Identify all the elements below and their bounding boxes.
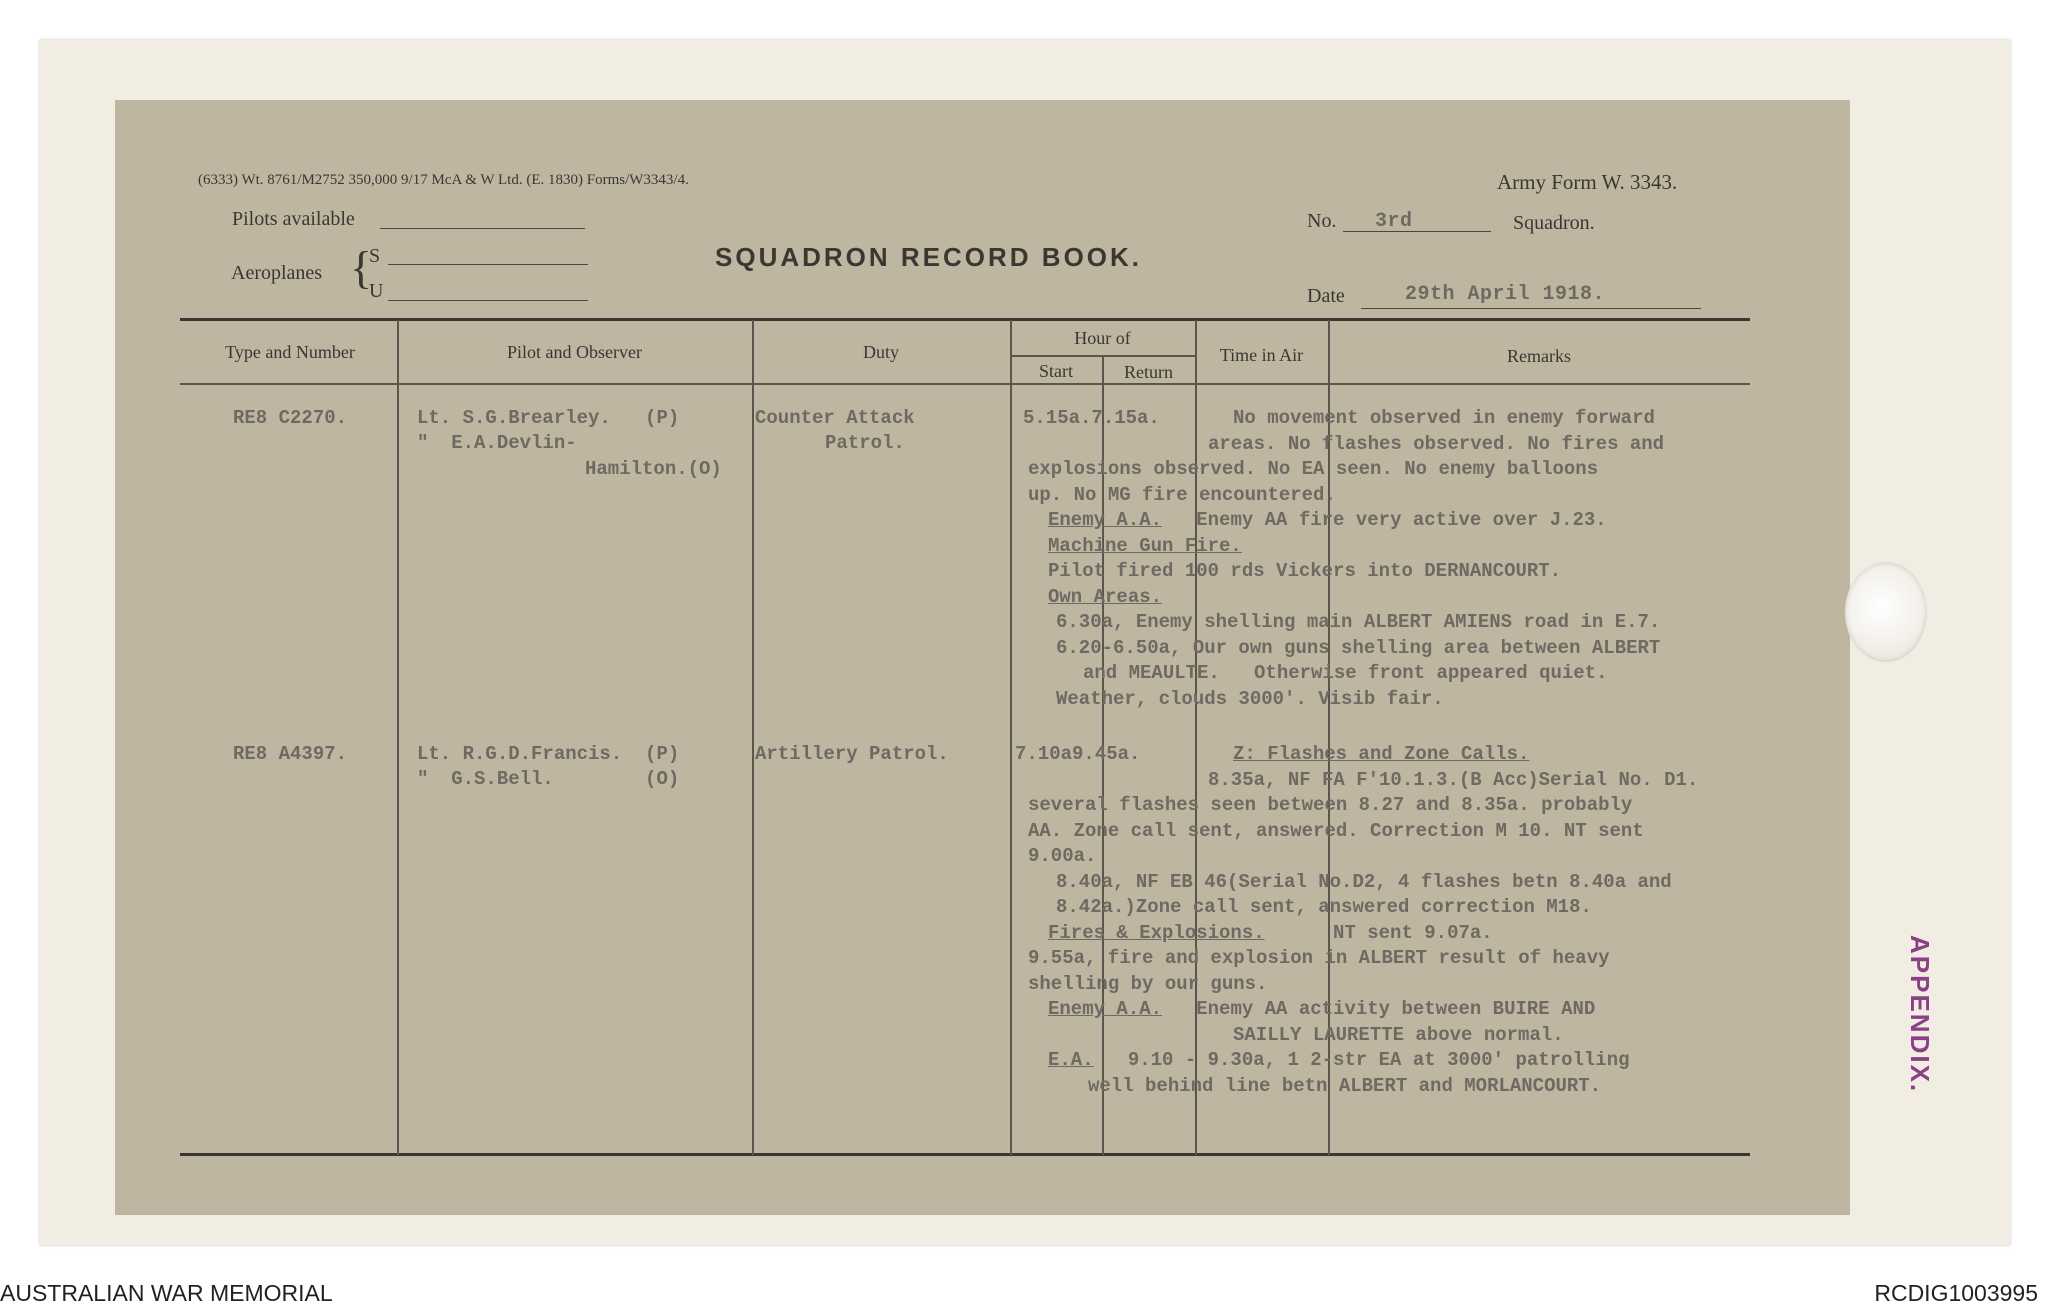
remark-suffix: NT sent 9.07a.	[1264, 921, 1493, 944]
squadron-no-label: No.	[1307, 210, 1337, 232]
entry2-duty-line1: Artillery Patrol.	[755, 743, 949, 765]
header-remarks: Remarks	[1507, 346, 1571, 366]
remark-line	[1028, 457, 1598, 483]
remark-text: SAILLY LAURETTE above normal.	[1233, 1023, 1564, 1046]
remark-suffix: Enemy AA fire very active over J.23.	[1162, 509, 1607, 531]
remark-line	[1028, 819, 1644, 845]
aeroplanes-s-line	[388, 264, 588, 265]
remark-text: Weather, clouds 3000'. Visib fair.	[1056, 687, 1444, 710]
remark-text: 9.55a, fire and explosion in ALBERT result of heavy	[1028, 947, 1610, 969]
remark-text: up. No MG fire encountered.	[1028, 483, 1336, 506]
header-return: Return	[1124, 362, 1173, 382]
remark-line	[1048, 921, 1493, 947]
remark-text: areas. No flashes observed. No fires and	[1208, 432, 1665, 455]
entry1-pilot-line2: " E.A.Devlin-	[417, 432, 577, 454]
entry2-start-return: 7.10a9.45a.	[1015, 743, 1141, 765]
header-start: Start	[1039, 361, 1073, 381]
remark-line	[1056, 636, 1660, 662]
remark-line	[1056, 610, 1660, 636]
header-type-number: Type and Number	[225, 342, 355, 362]
remark-line	[1028, 972, 1267, 998]
squadron-line	[1343, 231, 1491, 232]
table-bottom-rule	[180, 1153, 1750, 1156]
remark-line	[1048, 585, 1162, 611]
header-pilot-observer: Pilot and Observer	[507, 342, 642, 362]
remark-line	[1208, 768, 1698, 794]
remark-text: Enemy A.A.	[1048, 509, 1163, 531]
squadron-number: 3rd	[1375, 210, 1413, 233]
remark-text: Own Areas.	[1048, 585, 1163, 608]
header-time-in-air: Time in Air	[1219, 345, 1304, 365]
entry1-duty-line2: Patrol.	[825, 432, 905, 454]
remark-text: shelling by our guns.	[1028, 972, 1268, 995]
remark-line	[1048, 534, 1242, 560]
remark-line	[1233, 742, 1529, 768]
remark-suffix: 9.10 - 9.30a, 1 2-str EA at 3000' patrolling	[1093, 1049, 1630, 1071]
aeroplanes-brace: {	[350, 242, 373, 293]
aeroplanes-u-line	[388, 300, 588, 301]
remark-suffix: Enemy AA activity between BUIRE AND	[1162, 998, 1596, 1020]
remark-text: 6.20-6.50a, Our own guns shelling area between ALBERT	[1056, 636, 1661, 659]
col-divider-1	[397, 320, 399, 1155]
print-code: (6333) Wt. 8761/M2752 350,000 9/17 McA & W Ltd. (E. 1830) Forms/W3343/4.	[198, 172, 689, 188]
entry1-start-return: 5.15a.7.15a.	[1023, 407, 1160, 429]
footer-institution: AUSTRALIAN WAR MEMORIAL	[0, 1280, 333, 1306]
entry1-type-number: RE8 C2270.	[233, 407, 348, 429]
date-value: 29th April 1918.	[1405, 283, 1606, 306]
remark-text: several flashes seen between 8.27 and 8.35a. probably	[1028, 794, 1633, 816]
remark-line	[1048, 559, 1561, 585]
aeroplanes-label: Aeroplanes	[231, 262, 323, 284]
remark-line	[1048, 997, 1595, 1023]
remark-line	[1048, 508, 1607, 534]
pilots-available-label: Pilots available	[232, 208, 355, 230]
remark-text: explosions observed. No EA seen. No enemy balloons	[1028, 458, 1599, 480]
remark-line	[1028, 844, 1096, 870]
remark-text: 8.42a.)Zone call sent, answered correction M18.	[1056, 896, 1592, 918]
remark-text: Machine Gun Fire.	[1048, 534, 1242, 557]
header-hour-of: Hour of	[1074, 328, 1131, 348]
pilots-available-line	[380, 228, 585, 229]
remark-text: E.A.	[1048, 1049, 1094, 1071]
embossed-seal	[1845, 562, 1927, 662]
remark-text: Pilot fired 100 rds Vickers into DERNANCOURT.	[1048, 560, 1562, 582]
remark-line	[1028, 946, 1610, 972]
army-form-number: Army Form W. 3343.	[1497, 170, 1678, 194]
entry1-duty-line1: Counter Attack	[755, 407, 915, 429]
record-form	[115, 100, 1850, 1215]
aeroplanes-u-label: U	[369, 280, 384, 302]
squadron-label: Squadron.	[1513, 212, 1595, 234]
remark-line	[1233, 406, 1655, 432]
remark-line	[1028, 483, 1336, 509]
remark-text: 8.40a, NF EB 46(Serial No.D2, 4 flashes betn 8.40a and	[1056, 870, 1672, 893]
remark-text: 6.30a, Enemy shelling main ALBERT AMIENS road in E.7.	[1056, 611, 1661, 633]
remark-text: well behind line betn ALBERT and MORLANCOURT.	[1088, 1074, 1602, 1097]
remark-text: 9.00a.	[1028, 845, 1097, 867]
header-bottom-line	[180, 383, 1750, 385]
remark-line	[1056, 870, 1672, 896]
col-divider-3	[1010, 320, 1012, 1155]
entry2-type-number: RE8 A4397.	[233, 743, 348, 765]
remark-line	[1056, 687, 1444, 713]
col-divider-5	[1195, 320, 1197, 1155]
date-line	[1361, 308, 1701, 309]
aeroplanes-s-label: S	[369, 245, 381, 267]
remark-line	[1233, 1023, 1564, 1049]
header-duty: Duty	[863, 342, 899, 362]
form-title: SQUADRON RECORD BOOK.	[715, 242, 1143, 272]
entry1-pilot-line1: Lt. S.G.Brearley. (P)	[417, 407, 680, 429]
remark-line	[1056, 895, 1592, 921]
remark-text: and MEAULTE. Otherwise front appeared quiet.	[1083, 662, 1608, 684]
remark-text: Fires & Explosions.	[1048, 921, 1265, 944]
table-top-rule	[180, 318, 1750, 321]
remark-line	[1208, 432, 1664, 458]
col-divider-2	[752, 320, 754, 1155]
entry2-pilot-line1: Lt. R.G.D.Francis. (P)	[417, 743, 680, 765]
footer-record-id: RCDIG1003995	[1874, 1280, 2038, 1306]
entry2-pilot-line2: " G.S.Bell. (O)	[417, 768, 680, 790]
entry1-pilot-line3: Hamilton.(O)	[585, 458, 722, 480]
remark-line	[1028, 793, 1632, 819]
remark-text: No movement observed in enemy forward	[1233, 407, 1655, 429]
remark-line	[1088, 1074, 1601, 1100]
remark-text: Enemy A.A.	[1048, 998, 1163, 1020]
remark-line	[1048, 1048, 1630, 1074]
appendix-stamp: APPENDIX.	[1905, 935, 1935, 1094]
date-label: Date	[1307, 285, 1345, 307]
remark-line	[1083, 661, 1608, 687]
remark-text: Z: Flashes and Zone Calls.	[1233, 743, 1530, 765]
remark-text: 8.35a, NF FA F'10.1.3.(B Acc)Serial No. D1.	[1208, 768, 1699, 791]
remark-text: AA. Zone call sent, answered. Correction M 10. NT sent	[1028, 819, 1644, 842]
